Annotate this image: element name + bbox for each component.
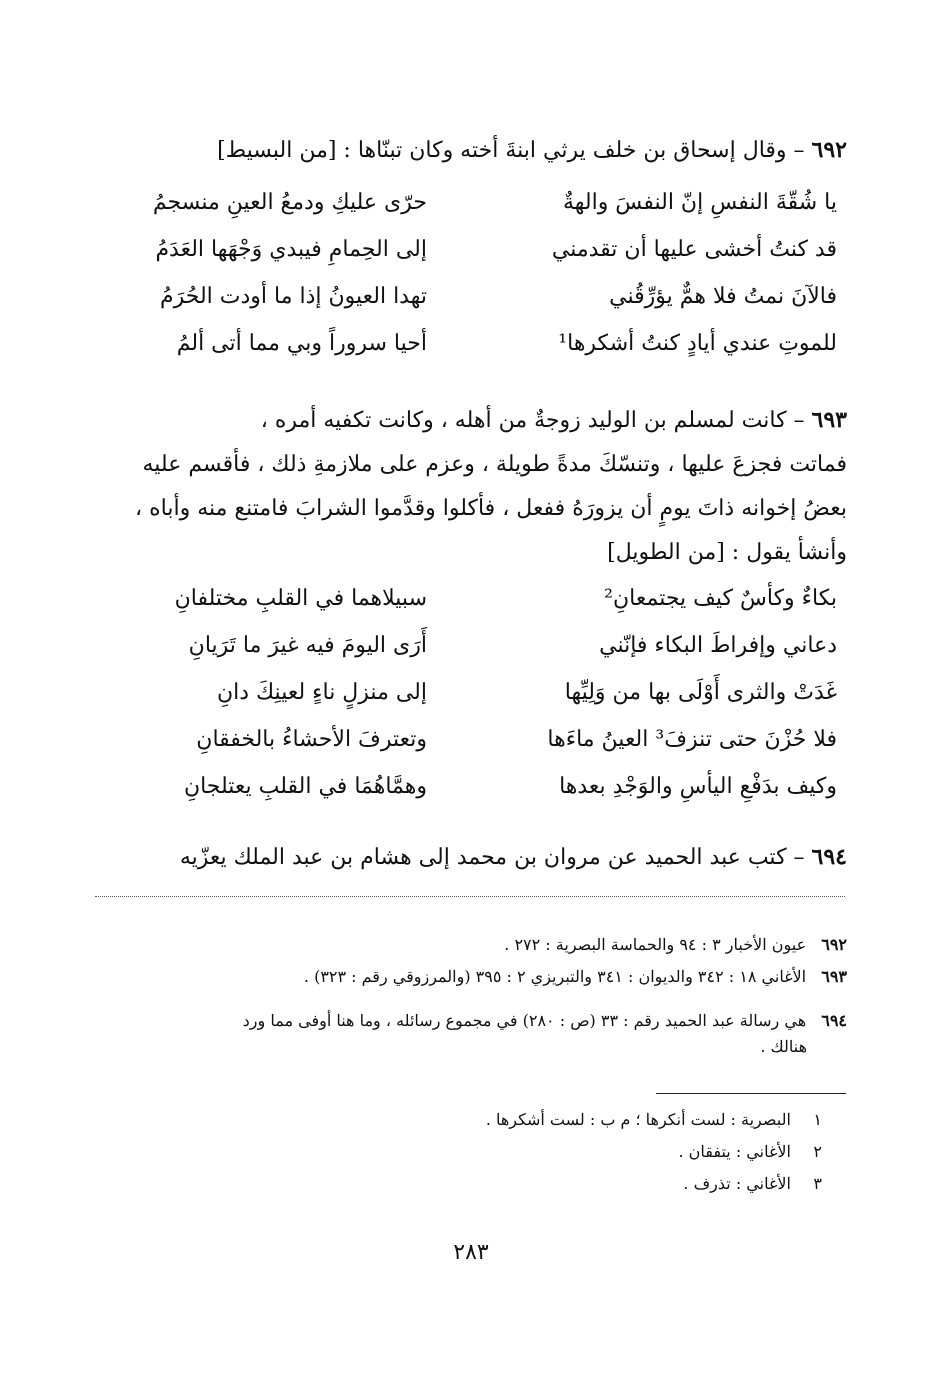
footnote-text: الأغاني : يتفقان . — [678, 1142, 791, 1161]
verse-row — [107, 284, 837, 316]
second-hemistich: إلى الحِمامِ فيبدي وَجْهَها العَدَمُ — [155, 237, 427, 262]
source-text-continued: هنالك . — [760, 1037, 807, 1056]
source-note — [87, 964, 847, 990]
second-hemistich: أحيا سروراً وبي مما أتى ألمُ — [176, 331, 427, 356]
first-hemistich: فلا حُزْنَ حتى تنزفَ³ العينُ ماءَها — [547, 727, 837, 752]
verse-row — [107, 774, 837, 806]
source-text: الأغاني ١٨ : ٣٤٢ والديوان : ٣٤١ والتبريزي ٢ : ٣٩٥ (والمرزوقي رقم : ٣٢٣) . — [303, 967, 807, 986]
entry-number: ٦٩٣ — [811, 407, 847, 433]
verse-row — [107, 586, 837, 618]
first-hemistich: قد كنتُ أخشى عليها أن تقدمني — [551, 237, 837, 262]
footnote-number: ١ — [813, 1110, 822, 1129]
dotted-separator — [95, 896, 845, 897]
verse-row — [107, 633, 837, 665]
footnote-number: ٣ — [813, 1174, 822, 1193]
footnote-rule — [656, 1093, 846, 1094]
source-text: عيون الأخبار ٣ : ٩٤ والحماسة البصرية : ٢٧٢ . — [504, 935, 807, 954]
first-hemistich: بكاءٌ وكأسٌ كيف يجتمعانِ² — [604, 586, 837, 611]
entry-text: – كتب عبد الحميد عن مروان بن محمد إلى هشام بن عبد الملك يعزّيه — [179, 845, 805, 870]
entry-number: ٦٩٢ — [811, 137, 847, 163]
prose-line: بعضُ إخوانه ذاتَ يومٍ أن يزورَهُ ففعل ، فأكلوا وقدَّموا الشرابَ فامتنع منه وأباه ، — [135, 496, 847, 521]
footnote — [322, 1140, 822, 1164]
source-number: ٦٩٣ — [821, 967, 847, 986]
second-hemistich: وهمَّاهُمَا في القلبِ يعتلجانِ — [183, 774, 427, 799]
first-hemistich: للموتِ عندي أيادٍ كنتُ أشكرها¹ — [558, 331, 837, 356]
second-hemistich: إلى منزلٍ ناءٍ لعينِكَ دانِ — [216, 680, 427, 705]
source-number: ٦٩٢ — [821, 935, 847, 954]
footnote — [322, 1108, 822, 1132]
footnote-text: الأغاني : تذرف . — [683, 1174, 791, 1193]
source-note — [87, 1008, 847, 1060]
entry-692-heading — [95, 135, 847, 166]
entry-number: ٦٩٤ — [811, 844, 847, 870]
entry-text: – وقال إسحاق بن خلف يرثي ابنةَ أخته وكان تبنّاها : [من البسيط] — [217, 138, 805, 163]
footnote-number: ٢ — [813, 1142, 822, 1161]
prose-line: وأنشأ يقول : [من الطويل] — [607, 540, 847, 565]
verse-row — [107, 237, 837, 269]
footnote — [322, 1172, 822, 1196]
first-hemistich: يا شُقّةَ النفسِ إنّ النفسَ والهةٌ — [562, 190, 837, 215]
entry-694-heading — [95, 842, 847, 873]
page-number: ٢٨٣ — [453, 1240, 489, 1265]
verse-row — [107, 727, 837, 759]
first-hemistich: وكيف بدَفْعِ اليأسِ والوَجْدِ بعدها — [559, 774, 837, 799]
first-hemistich: فالآنَ نمتُ فلا همٌّ يؤرِّقُني — [609, 284, 837, 309]
verse-row — [107, 190, 837, 222]
prose-line — [87, 398, 847, 443]
footnote-text: البصرية : لست أنكرها ؛ م ب : لست أشكرها . — [485, 1110, 791, 1129]
second-hemistich: سبيلاهما في القلبِ مختلفانِ — [174, 586, 427, 611]
prose-line: فماتت فجزعَ عليها ، وتنسّكَ مدةً طويلة ، وعزم على ملازمةِ ذلك ، فأقسم عليه — [142, 452, 847, 477]
second-hemistich: أَرَى اليومَ فيه غيرَ ما تَرَيانِ — [188, 633, 427, 658]
entry-693-paragraph — [87, 398, 847, 575]
second-hemistich: حرّى عليكِ ودمعُ العينِ منسجمُ — [152, 190, 427, 215]
first-hemistich: دعاني وإفراطَ البكاء فإنّني — [599, 633, 837, 658]
first-hemistich: غَدَتْ والثرى أَوْلَى بها من وَلِيِّها — [564, 680, 837, 705]
second-hemistich: تهدا العيونُ إذا ما أودت الحُرَمُ — [159, 284, 427, 309]
verse-row — [107, 331, 837, 363]
source-note — [87, 932, 847, 958]
prose-text: – كانت لمسلم بن الوليد زوجةٌ من أهله ، وكانت تكفيه أمره ، — [260, 408, 805, 433]
source-number: ٦٩٤ — [821, 1011, 847, 1030]
second-hemistich: وتعترفَ الأحشاءُ بالخفقانِ — [196, 727, 427, 752]
source-text: هي رسالة عبد الحميد رقم : ٣٣ (ص : ٢٨٠) في مجموع رسائله ، وما هنا أوفى مما ورد — [242, 1011, 807, 1030]
verse-row — [107, 680, 837, 712]
